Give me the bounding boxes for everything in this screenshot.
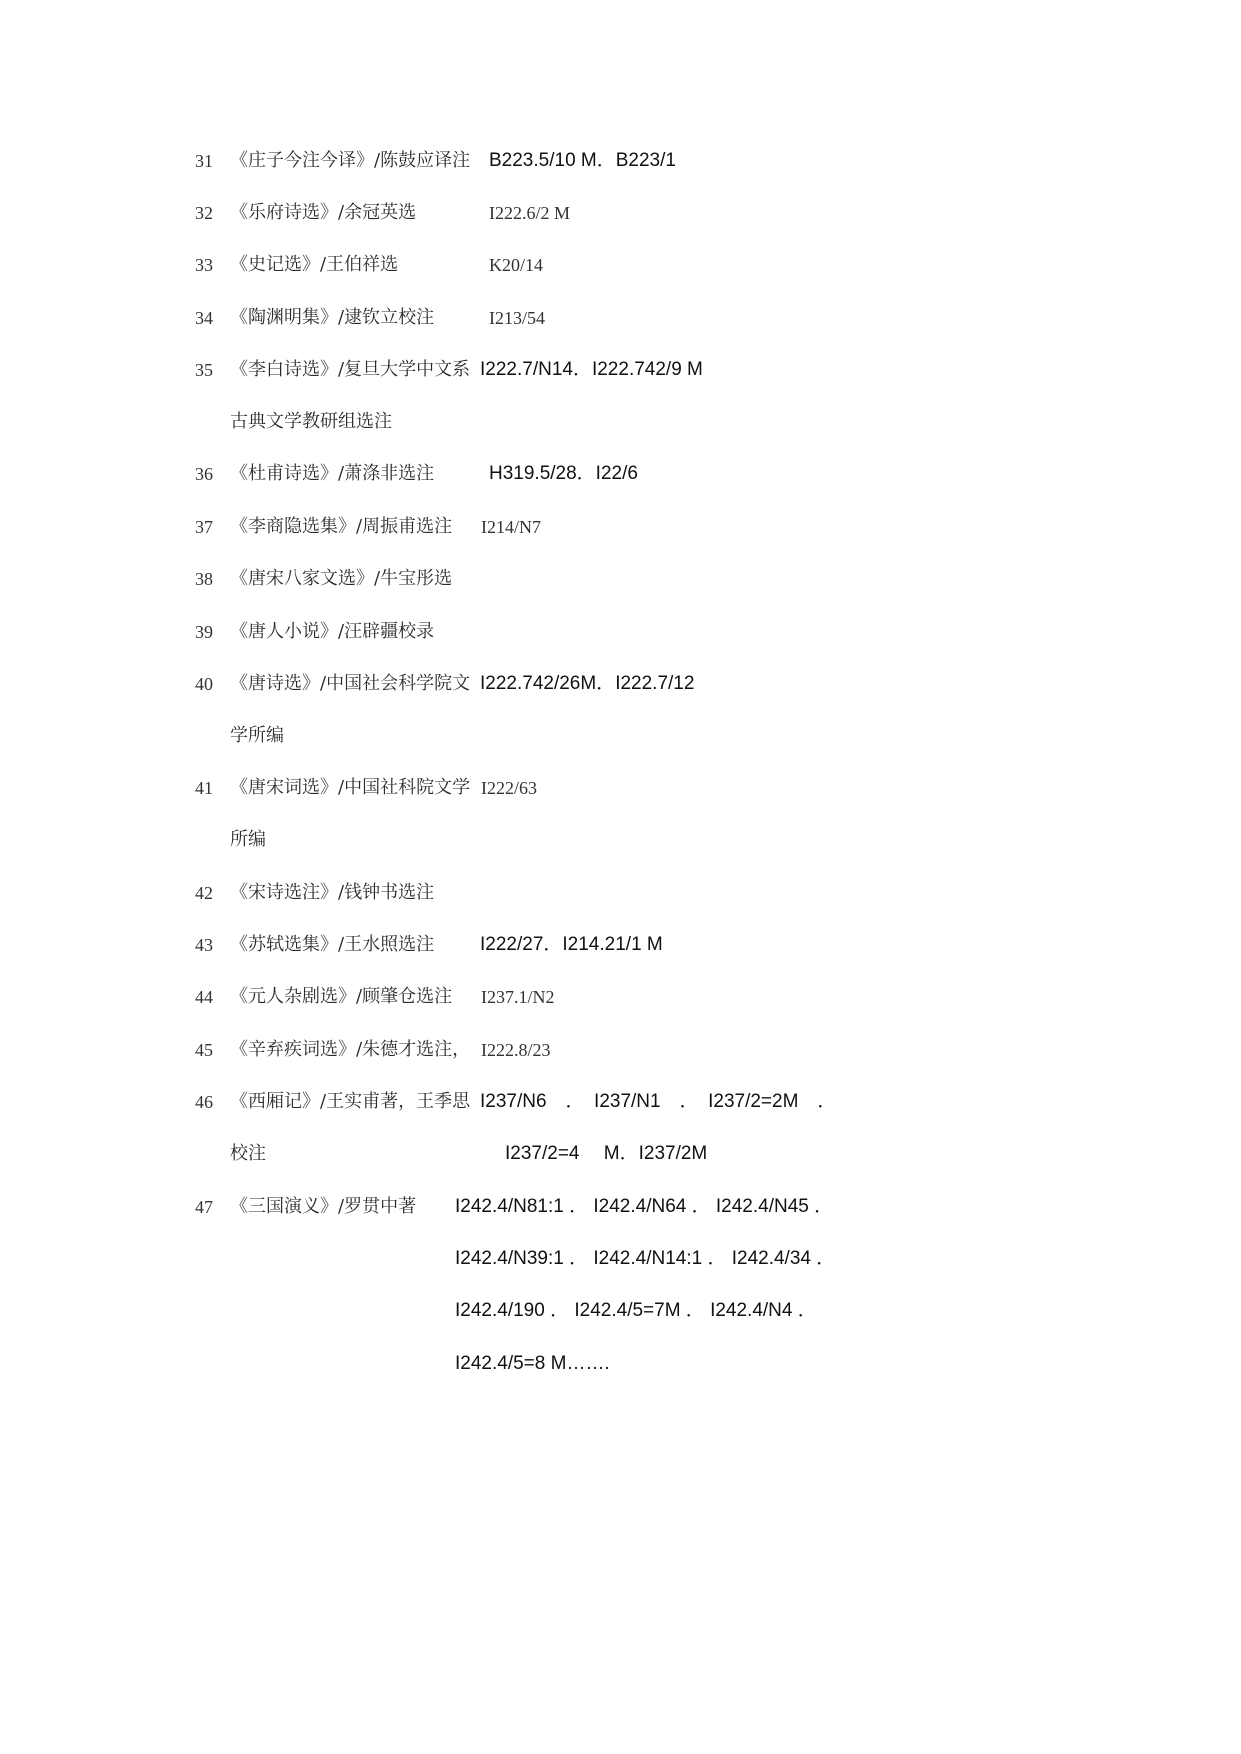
entry-title: 《唐人小说》/汪辟疆校录	[230, 621, 435, 642]
call-number: I237.1/N2	[481, 987, 555, 1007]
entry-number: 36	[195, 464, 213, 484]
entry-number: 34	[195, 308, 213, 328]
entry-number: 41	[195, 778, 213, 798]
entry-title-continuation: 校注	[230, 1143, 266, 1164]
call-number: I242.4/190 ． I242.4/5=7M ． I242.4/N4 ．	[455, 1300, 817, 1321]
call-number: I242.4/N81:1 ． I242.4/N64 ． I242.4/N45 ．	[455, 1196, 834, 1217]
entry-title: 《宋诗选注》/钱钟书选注	[230, 882, 435, 903]
entry-title: 《李商隐选集》/周振甫选注	[230, 516, 453, 537]
entry-number: 45	[195, 1040, 213, 1060]
call-number: I222.7/N14．I222.742/9 M	[480, 359, 703, 380]
entry-title: 《杜甫诗选》/萧涤非选注	[230, 463, 435, 484]
call-number: I213/54	[489, 308, 545, 328]
call-number: I237/N6 ． I237/N1 ． I237/2=2M ．	[480, 1091, 837, 1112]
entry-number: 40	[195, 674, 213, 694]
entry-title: 《元人杂剧选》/顾肇仓选注	[230, 986, 453, 1007]
entry-title: 《唐宋词选》/中国社科院文学	[230, 777, 471, 798]
entry-number: 37	[195, 517, 213, 537]
entry-number: 33	[195, 255, 213, 275]
entry-number: 47	[195, 1197, 213, 1217]
entry-title: 《三国演义》/罗贯中著	[230, 1196, 417, 1217]
entry-title: 《陶渊明集》/逮钦立校注	[230, 307, 435, 328]
entry-number: 31	[195, 151, 213, 171]
entry-title: 《乐府诗选》/余冠英选	[230, 202, 417, 223]
entry-title-continuation: 古典文学教研组选注	[230, 411, 392, 432]
entry-title: 《辛弃疾词选》/朱德才选注，	[230, 1039, 471, 1060]
entry-number: 44	[195, 987, 213, 1007]
call-number: I222/27．I214.21/1 M	[480, 934, 663, 955]
call-number: I237/2=4 M．I237/2M	[505, 1143, 708, 1164]
entry-title-continuation: 学所编	[230, 725, 284, 746]
entry-number: 39	[195, 622, 213, 642]
call-number: B223.5/10 M．B223/1	[489, 150, 676, 171]
call-number: I222.8/23	[481, 1040, 551, 1060]
call-number: H319.5/28．I22/6	[489, 463, 638, 484]
entry-title: 《西厢记》/王实甫著，王季思	[230, 1091, 471, 1112]
entry-number: 38	[195, 569, 213, 589]
entry-number: 43	[195, 935, 213, 955]
call-number: I214/N7	[481, 517, 541, 537]
entry-title-continuation: 所编	[230, 829, 266, 850]
entry-title: 《唐宋八家文选》/牛宝彤选	[230, 568, 453, 589]
call-number: I242.4/N39:1 ． I242.4/N14:1 ． I242.4/34 ．	[455, 1248, 836, 1269]
entry-title: 《唐诗选》/中国社会科学院文	[230, 673, 471, 694]
call-number: I222/63	[481, 778, 537, 798]
entry-title: 《苏轼选集》/王水照选注	[230, 934, 435, 955]
entry-title: 《李白诗选》/复旦大学中文系	[230, 359, 471, 380]
entry-number: 42	[195, 883, 213, 903]
call-number: I222.6/2 M	[489, 203, 570, 223]
call-number: K20/14	[489, 255, 543, 275]
call-number: I222.742/26M．I222.7/12	[480, 673, 695, 694]
entry-number: 46	[195, 1092, 213, 1112]
entry-title: 《史记选》/王伯祥选	[230, 254, 399, 275]
entry-title: 《庄子今注今译》/陈鼓应译注	[230, 150, 471, 171]
entry-number: 35	[195, 360, 213, 380]
call-number: I242.4/5=8 M…….	[455, 1353, 610, 1374]
entry-number: 32	[195, 203, 213, 223]
